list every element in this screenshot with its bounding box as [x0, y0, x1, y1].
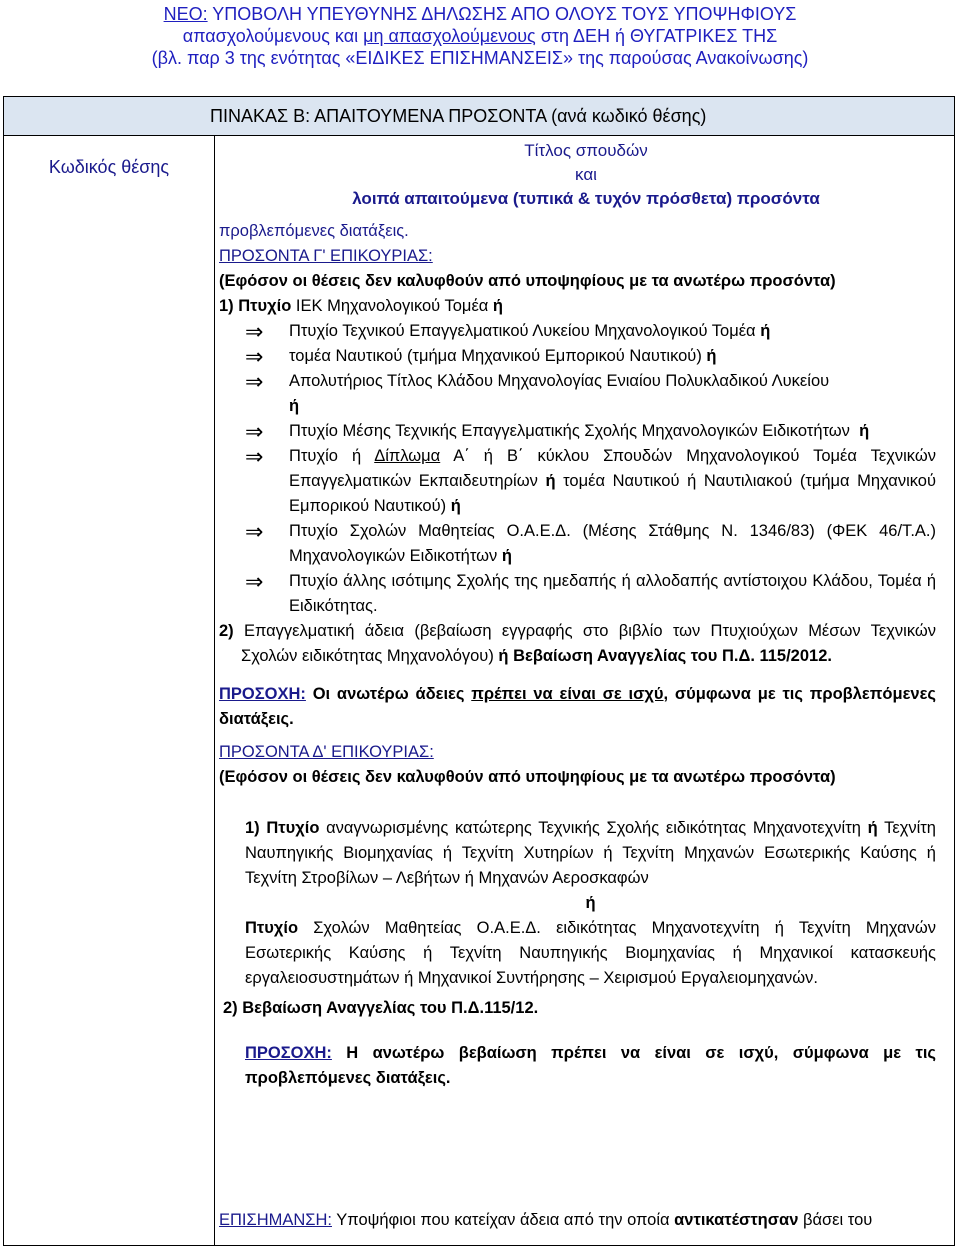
gamma-item-2: 2) Επαγγελματική άδεια (βεβαίωση εγγραφής στο βιβλίο των Πτυχιούχων Μέσων Τεχνικών Σχολών ειδικότητας Μηχανολόγου) ή Βεβαίωση Αναγγελίας του Π.Δ. 115/2012. — [219, 622, 936, 665]
header-line-1: ΝΕΟ: ΥΠΟΒΟΛΗ ΥΠΕΥΘΥΝΗΣ ΔΗΛΩΣΗΣ ΑΠΟ ΟΛΟΥΣ ΤΟΥΣ ΥΠΟΨΗΦΙΟΥΣ — [163, 4, 797, 24]
list-item: ⇒ τομέα Ναυτικού (τμήμα Μηχανικού Εμπορικού Ναυτικού) ή — [245, 344, 717, 369]
table-heading: ΠΙΝΑΚΑΣ Β: ΑΠΑΙΤΟΥΜΕΝΑ ΠΡΟΣΟΝΤΑ (ανά κωδικό θέσης) — [4, 97, 954, 136]
header-line-2: απασχολούμενους και μη απασχολούμενους στη ΔΕΗ ή ΘΥΓΑΤΡΙΚΕΣ ΤΗΣ — [182, 26, 778, 46]
delta-heading: ΠΡΟΣΟΝΤΑ Δ' ΕΠΙΚΟΥΡΙΑΣ: — [219, 743, 434, 761]
list-item: ⇒ Πτυχίο Σχολών Μαθητείας Ο.Α.Ε.Δ. (Μέσης Στάθμης Ν. 1346/83) (ΦΕΚ 46/Τ.Α.) Μηχανολογικών Ειδικοτήτων ή — [245, 519, 936, 565]
attention-note-2: ΠΡΟΣΟΧΗ: Η ανωτέρω βεβαίωση πρέπει να είναι σε ισχύ, σύμφωνα με τις προβλεπόμενες διατάξεις. — [245, 1044, 936, 1087]
delta-item-1: 1) Πτυχίο αναγνωρισμένης κατώτερης Τεχνικής Σχολής ειδικότητας Μηχανοτεχνίτη ή Τεχνίτη Ναυπηγικής Βιομηχανίας ή Τεχνίτη Χυτηρίων ή Τεχνίτη Μηχανών Εσωτερικής Καύσης ή Τεχνίτη Στροβίλων – Λεβήτων ή Μηχανών Αεροσκαφών — [245, 819, 936, 887]
delta-item-2: 2) Βεβαίωση Αναγγελίας του Π.Δ.115/12. — [223, 999, 539, 1017]
attention-note-1: ΠΡΟΣΟΧΗ: Οι ανωτέρω άδειες πρέπει να είναι σε ισχύ, σύμφωνα με τις προβλεπόμενες διατάξεις. — [219, 685, 936, 728]
double-arrow-icon: ⇒ — [245, 344, 264, 369]
double-arrow-icon: ⇒ — [245, 319, 264, 344]
document-header — [0, 0, 960, 69]
delta-note: (Εφόσον οι θέσεις δεν καλυφθούν από υποψηφίους με τα ανωτέρω προσόντα) — [219, 768, 836, 786]
epishmansh-note: ΕΠΙΣΗΜΑΝΣΗ: Υποψήφιοι που κατείχαν άδεια από την οποία αντικατέστησαν βάσει του — [219, 1211, 873, 1229]
gamma-item-1: 1) Πτυχίο ΙΕΚ Μηχανολογικού Τομέα ή — [219, 297, 504, 315]
double-arrow-icon: ⇒ — [245, 419, 264, 444]
column-header-code: Κωδικός θέσης — [48, 157, 170, 177]
gamma-heading: ΠΡΟΣΟΝΤΑ Γ' ΕΠΙΚΟΥΡΙΑΣ: — [219, 247, 433, 265]
gamma-note: (Εφόσον οι θέσεις δεν καλυφθούν από υποψηφίους με τα ανωτέρω προσόντα) — [219, 272, 836, 290]
double-arrow-icon: ⇒ — [245, 444, 264, 469]
list-item: ⇒ Απολυτήριος Τίτλος Κλάδου Μηχανολογίας Ενιαίου Πολυκλαδικού Λυκείου ή — [245, 369, 830, 415]
list-item: ⇒ Πτυχίο ή Δίπλωμα Α΄ ή Β΄ κύκλου Σπουδών Μηχανολογικού Τομέα Τεχνικών Επαγγελματικών Εκπαιδευτηρίων ή τομέα Ναυτικού ή Ναυτιλιακού (τμήμα Μηχανικού Εμπορικού Ναυτικού) ή — [245, 444, 936, 515]
double-arrow-icon: ⇒ — [245, 569, 264, 594]
column-divider — [214, 135, 215, 1245]
header-line-3: (βλ. παρ 3 της ενότητας «ΕΙΔΙΚΕΣ ΕΠΙΣΗΜΑΝΣΕΙΣ» της παρούσας Ανακοίνωσης) — [151, 48, 809, 68]
double-arrow-icon: ⇒ — [245, 519, 264, 544]
new-label: ΝΕΟ: — [163, 4, 208, 24]
prev-provisions: προβλεπόμενες διατάξεις. — [219, 222, 409, 240]
qualifications-content — [219, 219, 936, 1229]
list-item: ⇒ Πτυχίο άλλης ισότιμης Σχολής της ημεδαπής ή αλλοδαπής αντίστοιχου Κλάδου, Τομέα ή Ειδικότητας. — [245, 569, 936, 615]
list-item: ⇒ Πτυχίο Μέσης Τεχνικής Επαγγελματικής Σχολής Μηχανολογικών Ειδικοτήτων ή — [245, 419, 870, 444]
double-arrow-icon: ⇒ — [245, 369, 264, 394]
delta-or: ή — [585, 894, 596, 912]
delta-item-1b: Πτυχίο Σχολών Μαθητείας Ο.Α.Ε.Δ. ειδικότητας Μηχανοτεχνίτη ή Τεχνίτη Μηχανών Εσωτερικής Καύσης ή Τεχνίτη Ναυπηγικής Βιομηχανίας ή Μηχανικοί κατασκευής εργαλειοσυστημάτων ή Μηχανικοί Συντήρησης – Χειρισμού Εργαλειομηχανών. — [245, 919, 936, 987]
list-item: ⇒ Πτυχίο Τεχνικού Επαγγελματικού Λυκείου Μηχανολογικού Τομέα ή — [245, 319, 771, 344]
column-header-title: Τίτλος σπουδών και λοιπά απαιτούμενα (τυπικά & τυχόν πρόσθετα) προσόντα — [352, 141, 820, 208]
